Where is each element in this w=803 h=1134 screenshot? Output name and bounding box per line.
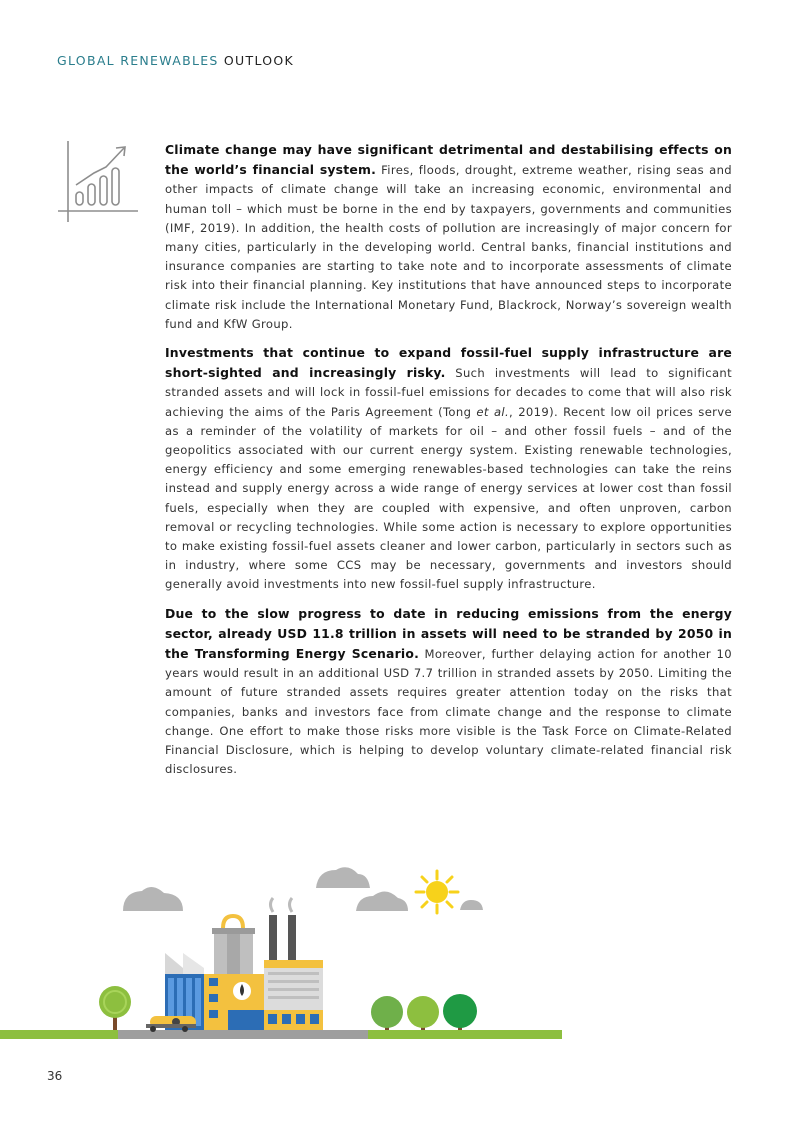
body-text: [165, 140, 732, 789]
paragraph-body: Such investments will lead to significant stranded assets and will lock in fossil-fuel emissions for decades to come that will also risk achieving the aims of the Paris Agreement (Tong: [165, 366, 732, 419]
running-header: [57, 53, 294, 68]
rising-bar-chart-icon: [56, 138, 138, 224]
grass-strip: [0, 1030, 118, 1039]
paragraph-lead: Climate change may have significant detrimental and destabilising effects on the world’s financial system.: [165, 142, 732, 178]
paragraph-lead: Investments that continue to expand fossil-fuel supply infrastructure are short-sighted and increasingly risky.: [165, 345, 732, 381]
paragraph-body: Moreover, further delaying action for another 10 years would result in an additional USD 7.7 trillion in stranded assets by 2050. Limiting the amount of future stranded assets requires greater attention today on the risks that companies, banks and investors face from climate change and the response to climate change. One effort to make those risks more visible is the Task Force on Climate-Related Financial Disclosure, which is helping to develop voluntary climate-related financial risk disclosures.: [165, 647, 732, 777]
tree-icon: [371, 996, 403, 1030]
tree-icon: [99, 986, 131, 1030]
grass-strip: [368, 1030, 562, 1039]
road: [118, 1030, 368, 1039]
refinery-building: [204, 974, 264, 1030]
paragraph-lead: Due to the slow progress to date in reducing emissions from the energy sector, already USD 11.8 trillion in assets will need to be stranded by 2050 in the Transforming Energy Scenario.: [165, 605, 732, 662]
cloud-icon: [316, 867, 370, 888]
cloud-icon: [460, 900, 483, 910]
tree-icon: [407, 996, 439, 1030]
paragraph-citation-italic: et al.: [476, 404, 510, 419]
paragraph-fossil-investments: [165, 343, 732, 595]
factory-building: [264, 960, 323, 1030]
header-publication-name: GLOBAL RENEWABLES: [57, 53, 219, 68]
paragraph-body-continued: , 2019). Recent low oil prices serve as a reminder of the volatility of markets for oil – and other fossil fuels – and of the geopolitics associated with our current energy system. Existing renewable technologies, energy efficiency and some emerging renewables-based technologies can take the reins instead and supply energy across a wide range of energy services at lower cost than fossil fuels, especially when they are coupled with expensive, and often unproven, carbon removal or recycling technologies. While some action is necessary to explore opportunities to make existing fossil-fuel assets cleaner and lower carbon, particularly in sectors such as in industry, where some CCS may be necessary, governments and investors should generally avoid investments into new fossil-fuel supply infrastructure.: [165, 404, 732, 592]
header-publication-suffix: OUTLOOK: [223, 53, 295, 68]
cloud-icon: [123, 887, 183, 911]
tree-icon: [443, 994, 477, 1030]
paragraph-stranded-assets: [165, 604, 732, 780]
paragraph-body: Fires, floods, drought, extreme weather, rising seas and other impacts of climate change will take an increasing economic, environmental and human toll – which must be borne in the end by taxpayers, governments and communities (IMF, 2019). In addition, the health costs of pollution are increasingly of major concern for many cities, particularly in the developing world. Central banks, financial institutions and insurance companies are starting to take note and to incorporate assessments of climate risk into their financial planning. Key institutions that have announced steps to incorporate climate risk include the International Monetary Fund, Blackrock, Norway’s sovereign wealth fund and KfW Group.: [165, 163, 732, 331]
industrial-plant-illustration: [0, 860, 600, 1050]
chimney-stacks: [269, 898, 296, 960]
sun-icon: [416, 871, 458, 913]
page-number: 36: [47, 1069, 63, 1083]
cloud-icon: [356, 891, 408, 911]
paragraph-financial-risk: [165, 140, 732, 334]
silo-towers: [212, 916, 255, 974]
